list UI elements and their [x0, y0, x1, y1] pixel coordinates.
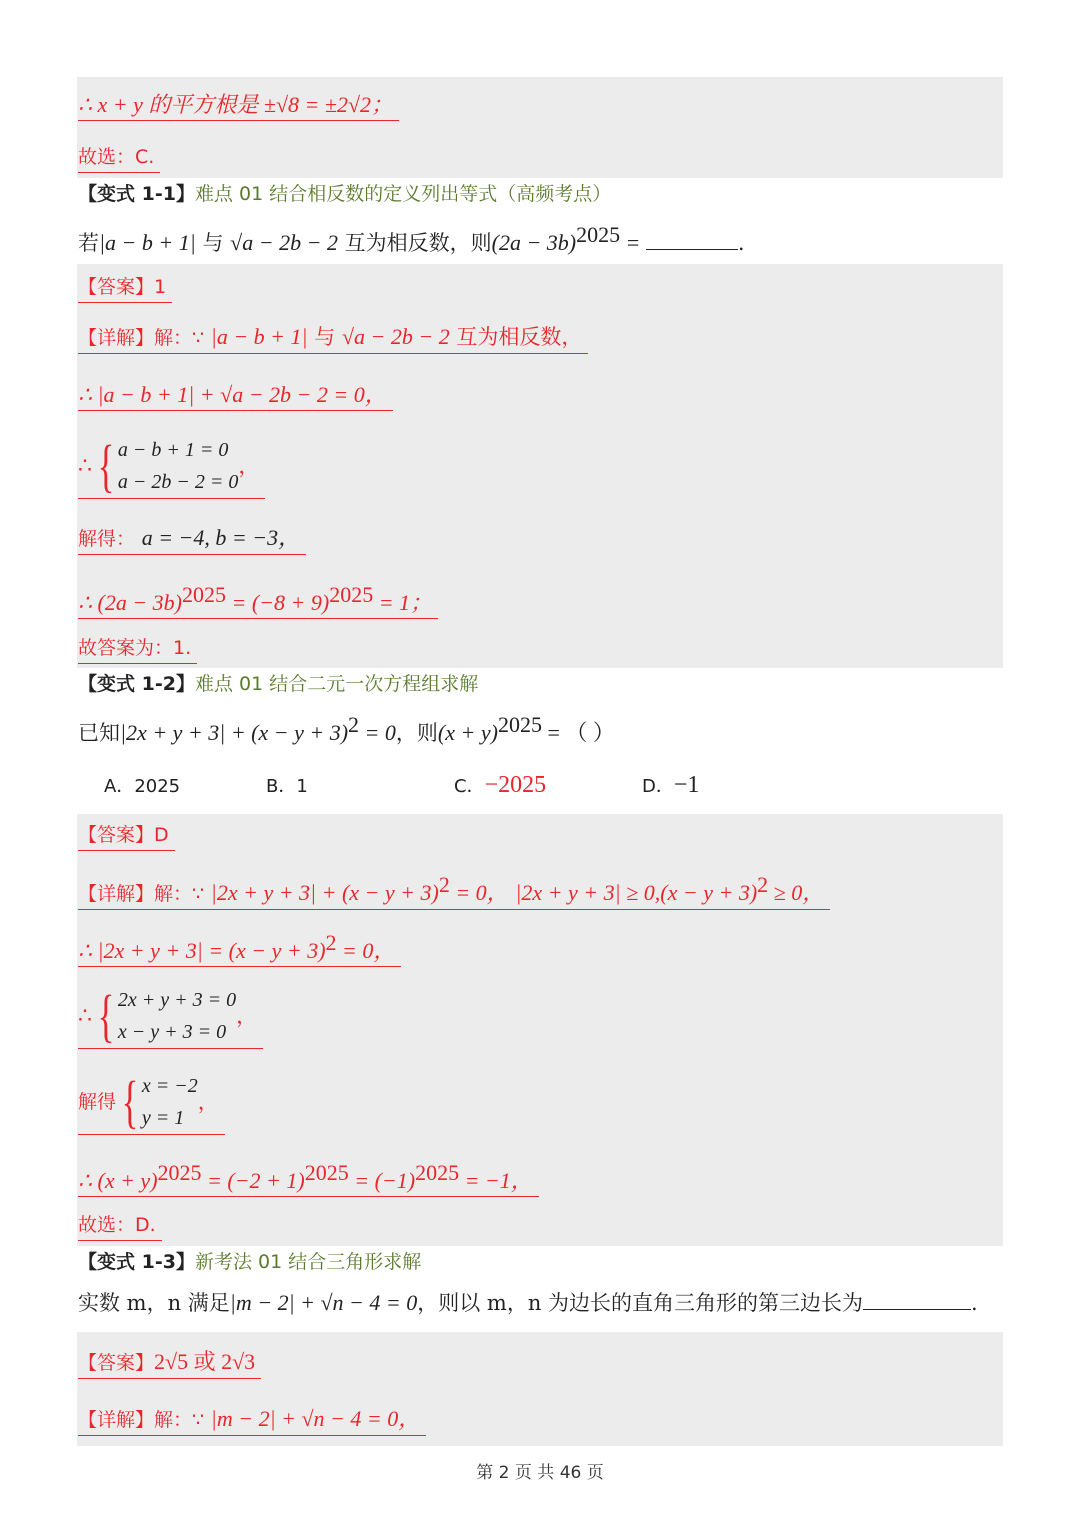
detail-system-2: ∴ { 2x + y + 3 = 0 x − y + 3 = 0 ， — [78, 984, 263, 1049]
brace-icon: { — [121, 1069, 139, 1134]
detail-solve-2: 解得 { x = −2 y = 1 ， — [78, 1070, 225, 1135]
detail-solve: 解得： a = −4, b = −3， — [78, 523, 306, 555]
brace-icon: { — [97, 983, 115, 1048]
answer-line-3: 【答案】2√5 或 2√3 — [78, 1347, 261, 1379]
detail-line-1: 【详解】解：∵ |a − b + 1| 与 √a − 2b − 2 互为相反数， — [78, 322, 588, 354]
variant-1-1-question: 若|a − b + 1| 与 √a − 2b − 2 互为相反数，则$(2a - 3b)^{2025}$ = . — [78, 222, 745, 255]
detail-line-2b: ∴ $|2x + y + 3| = (x - y + 3)^2 = 0$， — [78, 928, 401, 967]
conclusion-sqrt-line: ∴ x + y 的平方根是 ±√8 = ±2√2； — [78, 90, 399, 121]
final-answer-line-2: 故选：D. — [78, 1210, 162, 1241]
detail-system: ∴ { a − b + 1 = 0 a − 2b − 2 = 0 ， — [78, 434, 265, 499]
detail-line-2: ∴ |a − b + 1| + √a − 2b − 2 = 0， — [78, 380, 393, 411]
answer-line: 【答案】1 — [78, 272, 172, 303]
variant-tag: 【变式 1-1】 — [78, 183, 195, 205]
detail-line-1c: 【详解】解：∵ |m − 2| + √n − 4 = 0， — [78, 1404, 426, 1436]
variant-1-1-heading — [78, 178, 611, 209]
variant-1-2-heading: 【变式 1-2】难点 01 结合二元一次方程组求解 — [78, 673, 479, 695]
choice-line: 故选：C. — [78, 142, 160, 173]
answer-blank — [646, 229, 738, 250]
variant-1-3-heading: 【变式 1-3】新考法 01 结合三角形求解 — [78, 1251, 422, 1273]
variant-1-2-question: 已知$|2x + y + 3| + (x - y + 3)^2 = 0$，则$(x + y)^{2025}$ = （ ） — [78, 712, 615, 745]
detail-line-1b: 【详解】解：∵ $|2x + y + 3| + (x - y + 3)^2 = 0$， $|2x + y + 3| \ge 0,(x - y + 3)^2 \ge 0$， — [78, 870, 830, 910]
option-d: D．−1 — [642, 772, 700, 798]
variant-1-3-question: 实数 m，n 满足|m − 2| + √n − 4 = 0，则以 m，n 为边长的直角三角形的第三边长为 . — [78, 1290, 978, 1315]
answer-line-2: 【答案】D — [78, 820, 175, 851]
final-answer-line: 故答案为：1. — [78, 633, 197, 664]
detail-result-2: ∴ $(x + y)^{2025} = (-2 + 1)^{2025} = (-1)^{2025} = -1$， — [78, 1158, 539, 1197]
page-footer: 第 2 页 共 46 页 — [476, 1463, 604, 1483]
option-b: B．1 — [266, 776, 308, 797]
answer-blank — [863, 1289, 971, 1310]
option-a: A．2025 — [104, 776, 181, 797]
variant-topic: 难点 01 结合相反数的定义列出等式（高频考点） — [194, 183, 612, 205]
detail-result: ∴ $(2a - 3b)^{2025} = (-8 + 9)^{2025} = 1$； — [78, 580, 438, 619]
option-c: C．−2025 — [454, 772, 547, 798]
brace-icon: { — [97, 433, 115, 498]
